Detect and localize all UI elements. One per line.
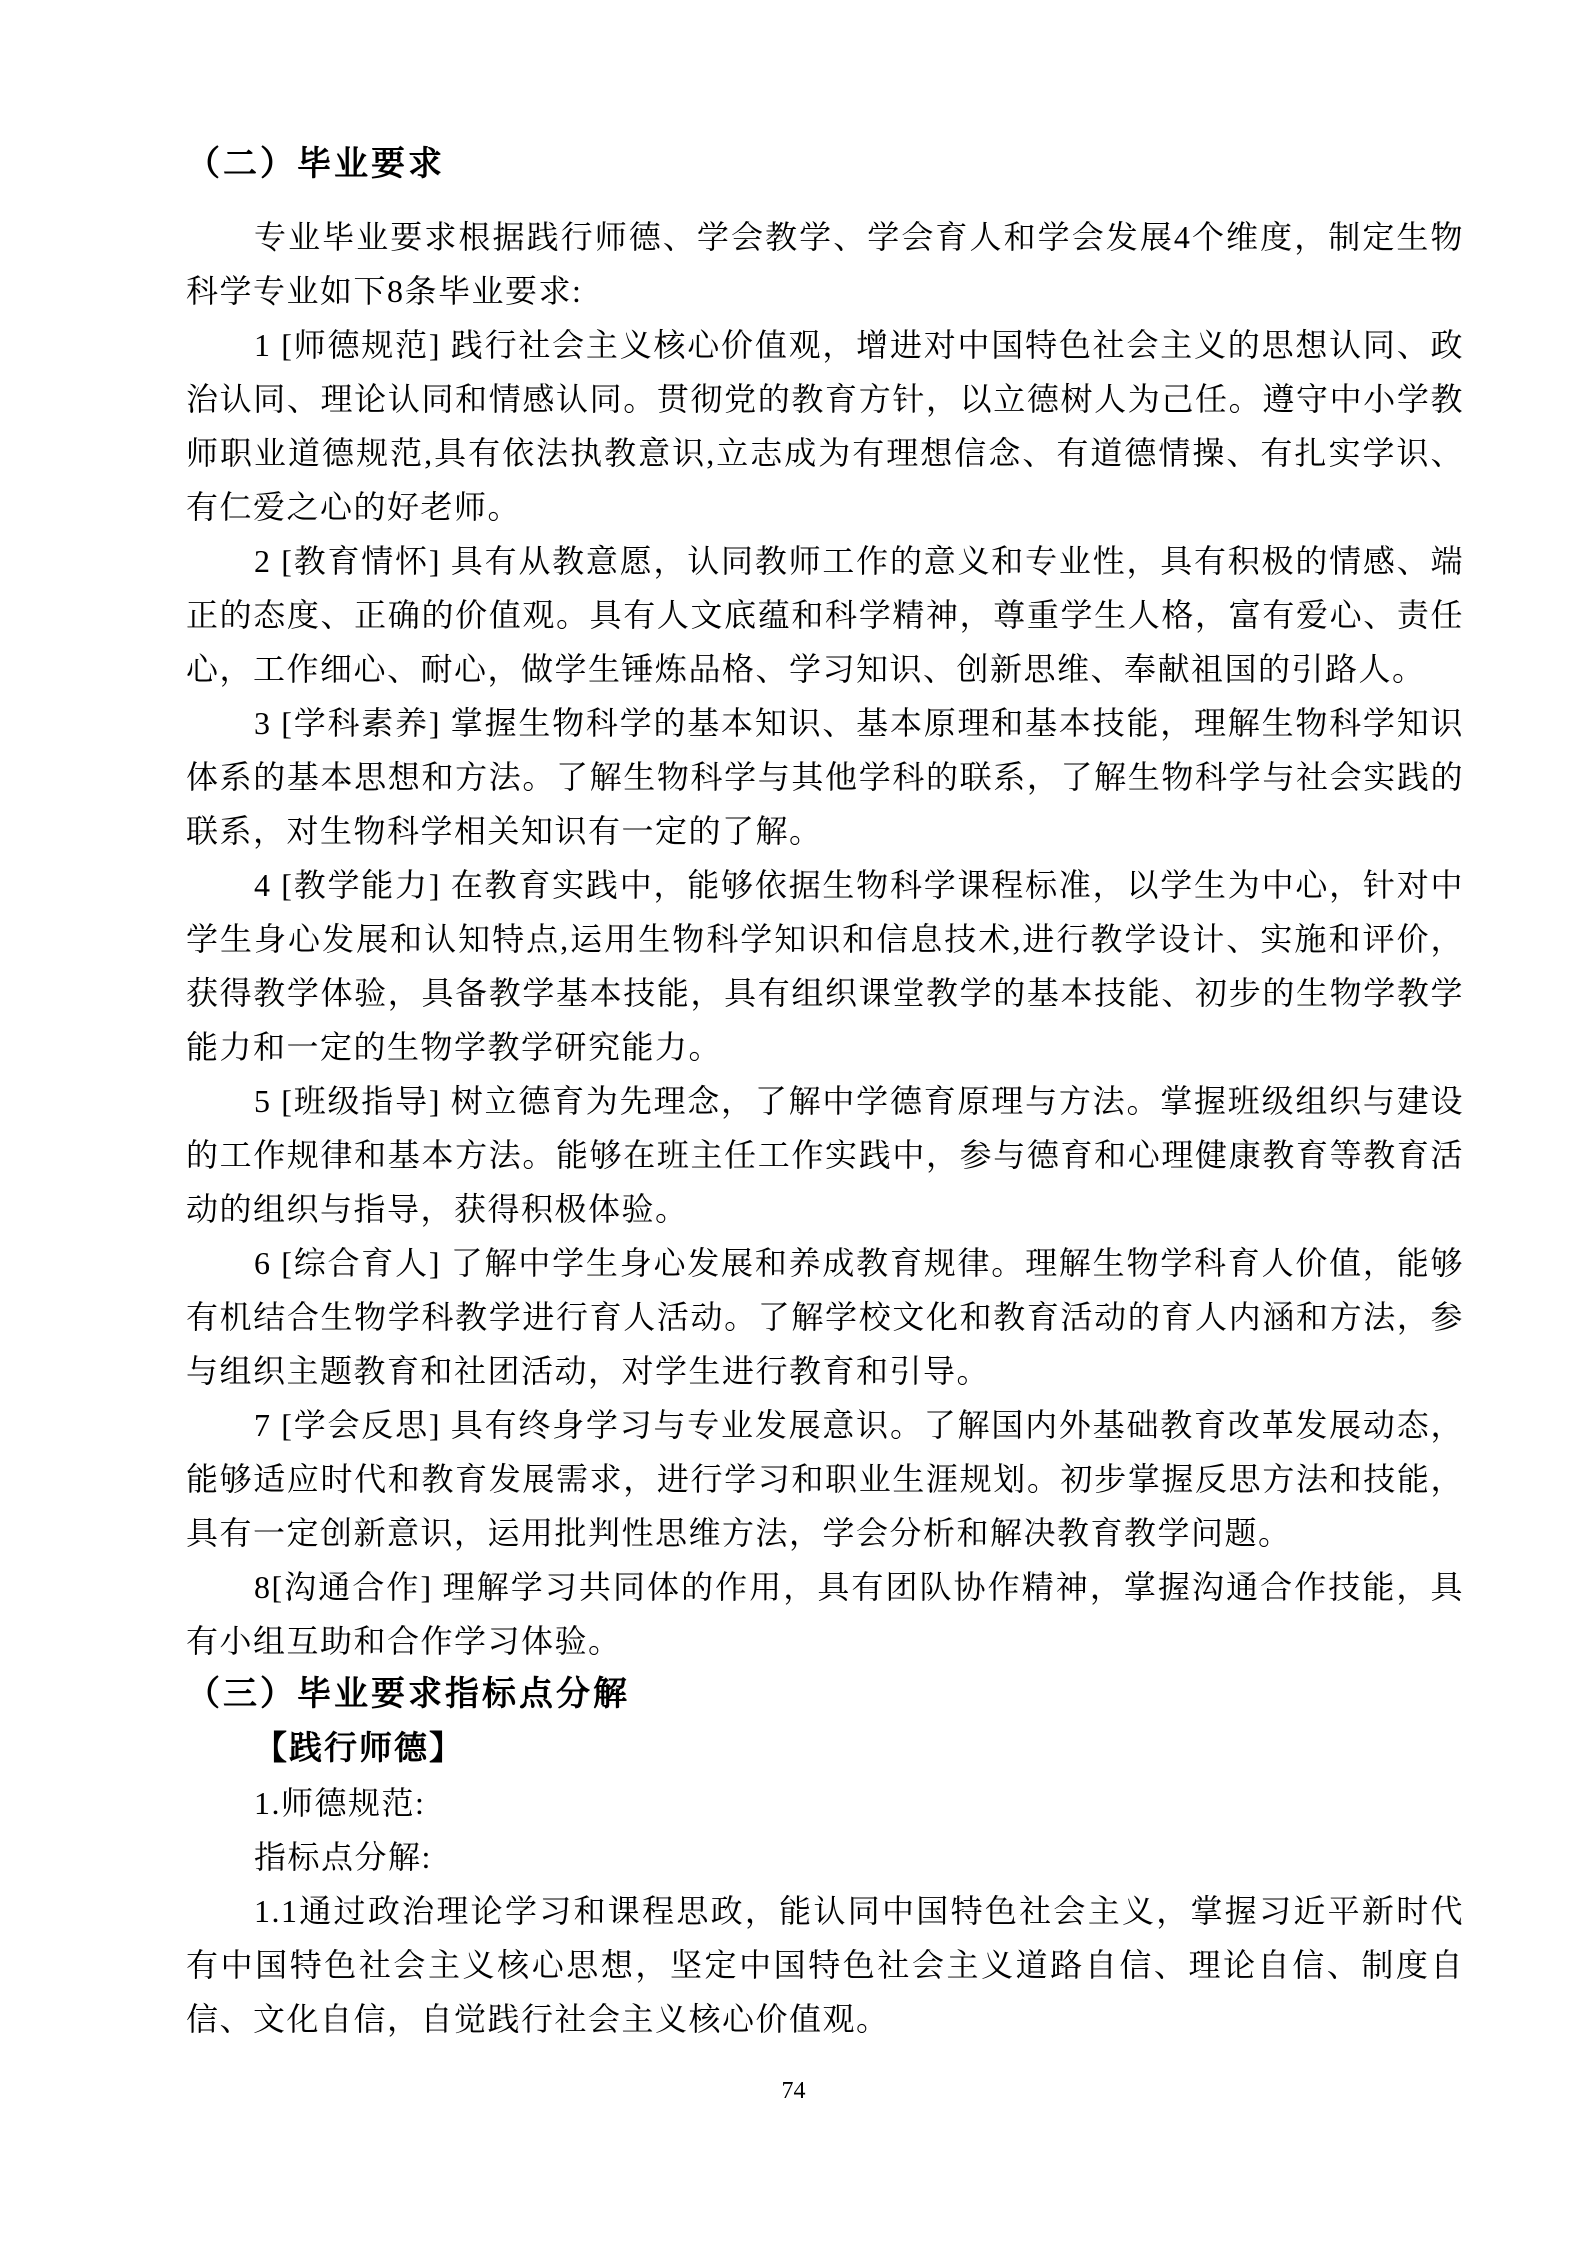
- requirement-paragraph-2: 2 [教育情怀] 具有从教意愿，认同教师工作的意义和专业性，具有积极的情感、端正的态度、正确的价值观。具有人文底蕴和科学精神，尊重学生人格，富有爱心、责任心，工作细心、耐心，做学生锤炼品格、学习知识、创新思维、奉献祖国的引路人。: [186, 543, 1464, 687]
- requirement-paragraph-1: 1 [师德规范] 践行社会主义核心价值观，增进对中国特色社会主义的思想认同、政治认同、理论认同和情感认同。贯彻党的教育方针，以立德树人为己任。遵守中小学教师职业道德规范,具有依法执教意识,立志成为有理想信念、有道德情操、有扎实学识、有仁爱之心的好老师。: [186, 327, 1464, 525]
- section3-heading: （三）毕业要求指标点分解: [186, 1676, 630, 1713]
- item-title-shide-guifan: 1.师德规范:: [254, 1785, 426, 1821]
- block-heading-shide: 【践行师德】: [254, 1731, 464, 1767]
- requirement-paragraph-5: 5 [班级指导] 树立德育为先理念，了解中学德育原理与方法。掌握班级组织与建设的工作规律和基本方法。能够在班主任工作实践中，参与德育和心理健康教育等教育活动的组织与指导，获得积极体验。: [186, 1083, 1464, 1227]
- page-number: 74: [781, 2078, 806, 2104]
- requirement-paragraph-8: 8[沟通合作] 理解学习共同体的作用，具有团队协作精神，掌握沟通合作技能，具有小组互助和合作学习体验。: [186, 1569, 1464, 1659]
- requirement-paragraph-3: 3 [学科素养] 掌握生物科学的基本知识、基本原理和基本技能，理解生物科学知识体系的基本思想和方法。了解生物科学与其他学科的联系，了解生物科学与社会实践的联系，对生物科学相关知识有一定的了解。: [186, 705, 1464, 849]
- section2-intro-paragraph: 专业毕业要求根据践行师德、学会教学、学会育人和学会发展4个维度，制定生物科学专业如下8条毕业要求:: [186, 219, 1464, 309]
- section2-heading: （二）毕业要求: [186, 146, 445, 183]
- requirement-paragraph-4: 4 [教学能力] 在教育实践中，能够依据生物科学课程标准，以学生为中心，针对中学生身心发展和认知特点,运用生物科学知识和信息技术,进行教学设计、实施和评价，获得教学体验，具备教学基本技能，具有组织课堂教学的基本技能、初步的生物学教学能力和一定的生物学教学研究能力。: [186, 867, 1464, 1065]
- indicator-decomposition-label: 指标点分解:: [254, 1839, 432, 1875]
- requirement-paragraph-7: 7 [学会反思] 具有终身学习与专业发展意识。了解国内外基础教育改革发展动态，能够适应时代和教育发展需求，进行学习和职业生涯规划。初步掌握反思方法和技能，具有一定创新意识，运用批判性思维方法，学会分析和解决教育教学问题。: [186, 1407, 1464, 1551]
- indicator-1-1-paragraph: 1.1通过政治理论学习和课程思政，能认同中国特色社会主义，掌握习近平新时代有中国特色社会主义核心思想，坚定中国特色社会主义道路自信、理论自信、制度自信、文化自信，自觉践行社会主义核心价值观。: [186, 1893, 1464, 2037]
- requirement-paragraph-6: 6 [综合育人] 了解中学生身心发展和养成教育规律。理解生物学科育人价值，能够有机结合生物学科教学进行育人活动。了解学校文化和教育活动的育人内涵和方法，参与组织主题教育和社团活动，对学生进行教育和引导。: [186, 1245, 1464, 1389]
